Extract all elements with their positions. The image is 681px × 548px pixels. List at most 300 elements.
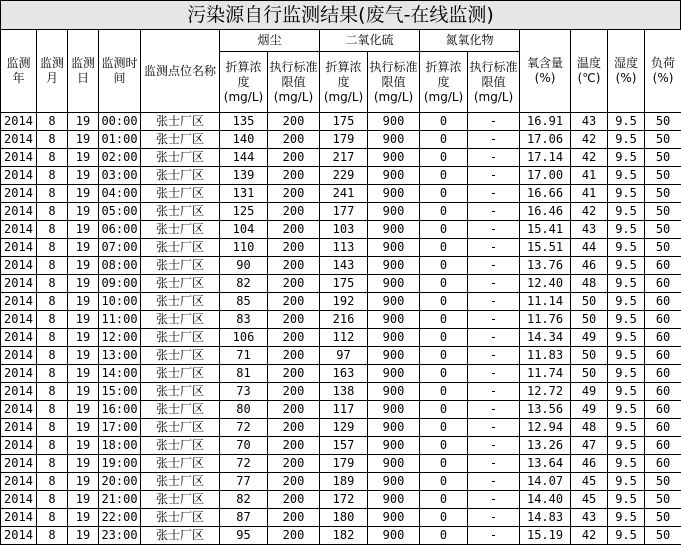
header-smoke: 烟尘 [220, 30, 320, 52]
cell-month: 8 [37, 221, 68, 239]
cell-nox-limit: - [468, 257, 520, 275]
cell-smoke-limit: 200 [268, 437, 320, 455]
cell-month: 8 [37, 167, 68, 185]
cell-time: 07:00 [99, 239, 141, 257]
header-time: 监测时间 [99, 30, 141, 113]
cell-so2-conc: 217 [320, 149, 368, 167]
cell-oxygen: 11.83 [520, 347, 571, 365]
cell-humidity: 9.5 [608, 203, 645, 221]
cell-nox-limit: - [468, 185, 520, 203]
cell-oxygen: 17.06 [520, 131, 571, 149]
cell-humidity: 9.5 [608, 239, 645, 257]
cell-point: 张士厂区 [141, 167, 220, 185]
cell-load: 60 [645, 329, 681, 347]
cell-day: 19 [68, 275, 99, 293]
cell-so2-limit: 900 [368, 257, 420, 275]
cell-so2-conc: 182 [320, 527, 368, 545]
cell-temp: 50 [571, 293, 608, 311]
cell-month: 8 [37, 185, 68, 203]
cell-temp: 42 [571, 203, 608, 221]
cell-load: 60 [645, 383, 681, 401]
cell-month: 8 [37, 509, 68, 527]
cell-month: 8 [37, 113, 68, 131]
cell-humidity: 9.5 [608, 257, 645, 275]
header-temp: 温度(℃) [571, 30, 608, 113]
cell-so2-limit: 900 [368, 167, 420, 185]
cell-day: 19 [68, 239, 99, 257]
header-oxygen: 氧含量(%) [520, 30, 571, 113]
cell-day: 19 [68, 257, 99, 275]
cell-month: 8 [37, 491, 68, 509]
cell-nox-conc: 0 [420, 203, 468, 221]
cell-year: 2014 [1, 365, 37, 383]
cell-oxygen: 15.19 [520, 527, 571, 545]
cell-temp: 42 [571, 131, 608, 149]
cell-smoke-limit: 200 [268, 293, 320, 311]
cell-nox-conc: 0 [420, 437, 468, 455]
cell-point: 张士厂区 [141, 509, 220, 527]
cell-month: 8 [37, 419, 68, 437]
cell-point: 张士厂区 [141, 257, 220, 275]
cell-year: 2014 [1, 113, 37, 131]
cell-humidity: 9.5 [608, 329, 645, 347]
cell-smoke-conc: 140 [220, 131, 268, 149]
cell-year: 2014 [1, 347, 37, 365]
cell-so2-limit: 900 [368, 293, 420, 311]
cell-year: 2014 [1, 401, 37, 419]
cell-nox-conc: 0 [420, 527, 468, 545]
cell-time: 09:00 [99, 275, 141, 293]
cell-time: 00:00 [99, 113, 141, 131]
cell-load: 60 [645, 257, 681, 275]
header-smoke-conc: 折算浓度(mg/L) [220, 52, 268, 113]
cell-nox-limit: - [468, 311, 520, 329]
cell-so2-conc: 112 [320, 329, 368, 347]
cell-day: 19 [68, 311, 99, 329]
table-row [1, 347, 681, 365]
cell-so2-limit: 900 [368, 491, 420, 509]
cell-nox-limit: - [468, 203, 520, 221]
cell-so2-conc: 138 [320, 383, 368, 401]
cell-month: 8 [37, 203, 68, 221]
table-row [1, 401, 681, 419]
cell-humidity: 9.5 [608, 167, 645, 185]
cell-so2-limit: 900 [368, 113, 420, 131]
cell-time: 05:00 [99, 203, 141, 221]
cell-humidity: 9.5 [608, 221, 645, 239]
cell-point: 张士厂区 [141, 311, 220, 329]
cell-year: 2014 [1, 203, 37, 221]
cell-month: 8 [37, 149, 68, 167]
cell-year: 2014 [1, 473, 37, 491]
cell-so2-limit: 900 [368, 275, 420, 293]
cell-nox-conc: 0 [420, 275, 468, 293]
cell-load: 50 [645, 149, 681, 167]
cell-day: 19 [68, 221, 99, 239]
cell-time: 19:00 [99, 455, 141, 473]
cell-oxygen: 16.66 [520, 185, 571, 203]
cell-so2-limit: 900 [368, 131, 420, 149]
cell-so2-conc: 216 [320, 311, 368, 329]
cell-temp: 48 [571, 419, 608, 437]
cell-humidity: 9.5 [608, 185, 645, 203]
cell-year: 2014 [1, 329, 37, 347]
cell-nox-conc: 0 [420, 491, 468, 509]
cell-so2-conc: 179 [320, 131, 368, 149]
cell-humidity: 9.5 [608, 455, 645, 473]
cell-nox-limit: - [468, 347, 520, 365]
cell-smoke-conc: 71 [220, 347, 268, 365]
cell-day: 19 [68, 437, 99, 455]
cell-nox-limit: - [468, 239, 520, 257]
cell-so2-conc: 229 [320, 167, 368, 185]
cell-month: 8 [37, 257, 68, 275]
cell-year: 2014 [1, 185, 37, 203]
cell-humidity: 9.5 [608, 365, 645, 383]
table-row [1, 257, 681, 275]
cell-time: 10:00 [99, 293, 141, 311]
table-row [1, 329, 681, 347]
cell-smoke-conc: 144 [220, 149, 268, 167]
cell-nox-limit: - [468, 149, 520, 167]
cell-so2-conc: 180 [320, 509, 368, 527]
cell-so2-conc: 192 [320, 293, 368, 311]
cell-time: 11:00 [99, 311, 141, 329]
cell-humidity: 9.5 [608, 473, 645, 491]
cell-point: 张士厂区 [141, 527, 220, 545]
cell-oxygen: 15.51 [520, 239, 571, 257]
header-so2-conc: 折算浓度(mg/L) [320, 52, 368, 113]
cell-point: 张士厂区 [141, 401, 220, 419]
cell-load: 50 [645, 113, 681, 131]
cell-so2-limit: 900 [368, 311, 420, 329]
cell-humidity: 9.5 [608, 149, 645, 167]
cell-nox-limit: - [468, 509, 520, 527]
cell-year: 2014 [1, 239, 37, 257]
cell-temp: 43 [571, 113, 608, 131]
table-row [1, 167, 681, 185]
cell-so2-limit: 900 [368, 365, 420, 383]
cell-smoke-conc: 82 [220, 275, 268, 293]
table-row [1, 275, 681, 293]
cell-so2-limit: 900 [368, 185, 420, 203]
cell-smoke-limit: 200 [268, 419, 320, 437]
cell-temp: 42 [571, 149, 608, 167]
cell-so2-conc: 103 [320, 221, 368, 239]
cell-smoke-limit: 200 [268, 167, 320, 185]
cell-so2-conc: 113 [320, 239, 368, 257]
cell-humidity: 9.5 [608, 383, 645, 401]
cell-humidity: 9.5 [608, 275, 645, 293]
cell-so2-conc: 157 [320, 437, 368, 455]
cell-so2-conc: 143 [320, 257, 368, 275]
cell-so2-limit: 900 [368, 239, 420, 257]
table-row [1, 383, 681, 401]
cell-point: 张士厂区 [141, 149, 220, 167]
cell-temp: 45 [571, 473, 608, 491]
table-row [1, 185, 681, 203]
cell-time: 18:00 [99, 437, 141, 455]
cell-time: 15:00 [99, 383, 141, 401]
cell-nox-conc: 0 [420, 293, 468, 311]
table-row [1, 221, 681, 239]
cell-nox-limit: - [468, 383, 520, 401]
cell-load: 60 [645, 293, 681, 311]
table-row [1, 149, 681, 167]
cell-oxygen: 12.40 [520, 275, 571, 293]
cell-load: 60 [645, 347, 681, 365]
cell-nox-limit: - [468, 401, 520, 419]
header-month: 监测月 [37, 30, 68, 113]
cell-time: 20:00 [99, 473, 141, 491]
cell-smoke-limit: 200 [268, 473, 320, 491]
cell-month: 8 [37, 455, 68, 473]
cell-nox-limit: - [468, 365, 520, 383]
cell-oxygen: 14.83 [520, 509, 571, 527]
cell-year: 2014 [1, 437, 37, 455]
cell-nox-limit: - [468, 275, 520, 293]
cell-nox-conc: 0 [420, 311, 468, 329]
cell-oxygen: 11.14 [520, 293, 571, 311]
cell-time: 08:00 [99, 257, 141, 275]
cell-smoke-limit: 200 [268, 185, 320, 203]
header-load: 负荷(%) [645, 30, 681, 113]
cell-smoke-limit: 200 [268, 491, 320, 509]
cell-day: 19 [68, 149, 99, 167]
cell-temp: 47 [571, 437, 608, 455]
cell-oxygen: 12.94 [520, 419, 571, 437]
cell-nox-limit: - [468, 491, 520, 509]
cell-month: 8 [37, 473, 68, 491]
cell-humidity: 9.5 [608, 419, 645, 437]
cell-load: 50 [645, 473, 681, 491]
cell-nox-limit: - [468, 113, 520, 131]
cell-oxygen: 15.41 [520, 221, 571, 239]
cell-temp: 50 [571, 311, 608, 329]
cell-year: 2014 [1, 491, 37, 509]
cell-day: 19 [68, 329, 99, 347]
cell-day: 19 [68, 527, 99, 545]
cell-smoke-limit: 200 [268, 203, 320, 221]
cell-so2-conc: 129 [320, 419, 368, 437]
cell-so2-conc: 241 [320, 185, 368, 203]
cell-load: 50 [645, 203, 681, 221]
cell-point: 张士厂区 [141, 473, 220, 491]
cell-nox-conc: 0 [420, 257, 468, 275]
cell-year: 2014 [1, 419, 37, 437]
cell-smoke-conc: 72 [220, 455, 268, 473]
cell-smoke-limit: 200 [268, 257, 320, 275]
cell-time: 23:00 [99, 527, 141, 545]
cell-smoke-conc: 83 [220, 311, 268, 329]
cell-so2-conc: 172 [320, 491, 368, 509]
cell-smoke-limit: 200 [268, 509, 320, 527]
cell-point: 张士厂区 [141, 383, 220, 401]
cell-nox-conc: 0 [420, 329, 468, 347]
cell-temp: 50 [571, 365, 608, 383]
cell-so2-limit: 900 [368, 329, 420, 347]
cell-oxygen: 11.74 [520, 365, 571, 383]
table-row [1, 437, 681, 455]
cell-day: 19 [68, 347, 99, 365]
cell-month: 8 [37, 347, 68, 365]
cell-smoke-conc: 73 [220, 383, 268, 401]
cell-oxygen: 13.56 [520, 401, 571, 419]
cell-point: 张士厂区 [141, 491, 220, 509]
cell-so2-limit: 900 [368, 473, 420, 491]
cell-point: 张士厂区 [141, 419, 220, 437]
cell-temp: 45 [571, 491, 608, 509]
cell-nox-limit: - [468, 293, 520, 311]
cell-month: 8 [37, 401, 68, 419]
cell-nox-conc: 0 [420, 167, 468, 185]
cell-point: 张士厂区 [141, 239, 220, 257]
cell-year: 2014 [1, 527, 37, 545]
cell-day: 19 [68, 455, 99, 473]
cell-load: 60 [645, 437, 681, 455]
cell-smoke-conc: 95 [220, 527, 268, 545]
cell-point: 张士厂区 [141, 293, 220, 311]
cell-load: 60 [645, 401, 681, 419]
cell-year: 2014 [1, 455, 37, 473]
cell-so2-limit: 900 [368, 455, 420, 473]
cell-nox-conc: 0 [420, 221, 468, 239]
cell-point: 张士厂区 [141, 437, 220, 455]
cell-smoke-conc: 77 [220, 473, 268, 491]
cell-month: 8 [37, 437, 68, 455]
cell-smoke-conc: 131 [220, 185, 268, 203]
cell-load: 60 [645, 455, 681, 473]
cell-load: 60 [645, 365, 681, 383]
table-row [1, 293, 681, 311]
cell-smoke-conc: 87 [220, 509, 268, 527]
cell-day: 19 [68, 365, 99, 383]
table-body [1, 113, 681, 545]
cell-so2-conc: 189 [320, 473, 368, 491]
cell-day: 19 [68, 113, 99, 131]
cell-oxygen: 13.26 [520, 437, 571, 455]
table-row [1, 491, 681, 509]
cell-day: 19 [68, 509, 99, 527]
cell-year: 2014 [1, 257, 37, 275]
cell-load: 60 [645, 311, 681, 329]
cell-so2-limit: 900 [368, 383, 420, 401]
cell-smoke-limit: 200 [268, 275, 320, 293]
cell-day: 19 [68, 401, 99, 419]
cell-oxygen: 12.72 [520, 383, 571, 401]
cell-smoke-conc: 135 [220, 113, 268, 131]
cell-smoke-conc: 82 [220, 491, 268, 509]
cell-time: 21:00 [99, 491, 141, 509]
cell-point: 张士厂区 [141, 455, 220, 473]
cell-oxygen: 11.76 [520, 311, 571, 329]
cell-month: 8 [37, 275, 68, 293]
cell-point: 张士厂区 [141, 329, 220, 347]
cell-year: 2014 [1, 167, 37, 185]
cell-time: 06:00 [99, 221, 141, 239]
cell-oxygen: 17.14 [520, 149, 571, 167]
cell-smoke-limit: 200 [268, 455, 320, 473]
cell-so2-conc: 175 [320, 275, 368, 293]
cell-load: 50 [645, 527, 681, 545]
cell-time: 14:00 [99, 365, 141, 383]
cell-load: 50 [645, 131, 681, 149]
header-smoke-limit: 执行标准限值(mg/L) [268, 52, 320, 113]
cell-year: 2014 [1, 149, 37, 167]
table-row [1, 203, 681, 221]
cell-humidity: 9.5 [608, 491, 645, 509]
cell-so2-limit: 900 [368, 221, 420, 239]
cell-so2-limit: 900 [368, 401, 420, 419]
cell-temp: 46 [571, 257, 608, 275]
cell-so2-conc: 175 [320, 113, 368, 131]
cell-load: 60 [645, 419, 681, 437]
cell-nox-limit: - [468, 437, 520, 455]
cell-nox-conc: 0 [420, 239, 468, 257]
cell-month: 8 [37, 131, 68, 149]
cell-so2-limit: 900 [368, 149, 420, 167]
cell-so2-limit: 900 [368, 347, 420, 365]
cell-month: 8 [37, 311, 68, 329]
cell-time: 22:00 [99, 509, 141, 527]
cell-temp: 50 [571, 347, 608, 365]
cell-nox-limit: - [468, 221, 520, 239]
cell-load: 50 [645, 509, 681, 527]
header-nox-conc: 折算浓度(mg/L) [420, 52, 468, 113]
cell-point: 张士厂区 [141, 203, 220, 221]
cell-nox-conc: 0 [420, 185, 468, 203]
cell-year: 2014 [1, 383, 37, 401]
cell-humidity: 9.5 [608, 131, 645, 149]
cell-humidity: 9.5 [608, 113, 645, 131]
cell-month: 8 [37, 329, 68, 347]
cell-day: 19 [68, 131, 99, 149]
cell-smoke-limit: 200 [268, 401, 320, 419]
cell-so2-limit: 900 [368, 437, 420, 455]
cell-year: 2014 [1, 509, 37, 527]
cell-nox-conc: 0 [420, 113, 468, 131]
table-row [1, 311, 681, 329]
table-row [1, 509, 681, 527]
cell-load: 50 [645, 185, 681, 203]
cell-so2-limit: 900 [368, 527, 420, 545]
cell-humidity: 9.5 [608, 509, 645, 527]
cell-month: 8 [37, 365, 68, 383]
cell-nox-limit: - [468, 527, 520, 545]
cell-temp: 46 [571, 455, 608, 473]
cell-smoke-conc: 125 [220, 203, 268, 221]
cell-month: 8 [37, 293, 68, 311]
cell-smoke-conc: 72 [220, 419, 268, 437]
cell-point: 张士厂区 [141, 113, 220, 131]
cell-point: 张士厂区 [141, 221, 220, 239]
cell-time: 04:00 [99, 185, 141, 203]
header-humidity: 湿度(%) [608, 30, 645, 113]
cell-temp: 43 [571, 509, 608, 527]
table-row [1, 239, 681, 257]
cell-day: 19 [68, 473, 99, 491]
cell-year: 2014 [1, 221, 37, 239]
cell-smoke-conc: 110 [220, 239, 268, 257]
cell-humidity: 9.5 [608, 437, 645, 455]
table-row [1, 419, 681, 437]
cell-smoke-limit: 200 [268, 221, 320, 239]
cell-day: 19 [68, 203, 99, 221]
cell-nox-conc: 0 [420, 149, 468, 167]
cell-oxygen: 13.64 [520, 455, 571, 473]
cell-time: 01:00 [99, 131, 141, 149]
cell-time: 13:00 [99, 347, 141, 365]
